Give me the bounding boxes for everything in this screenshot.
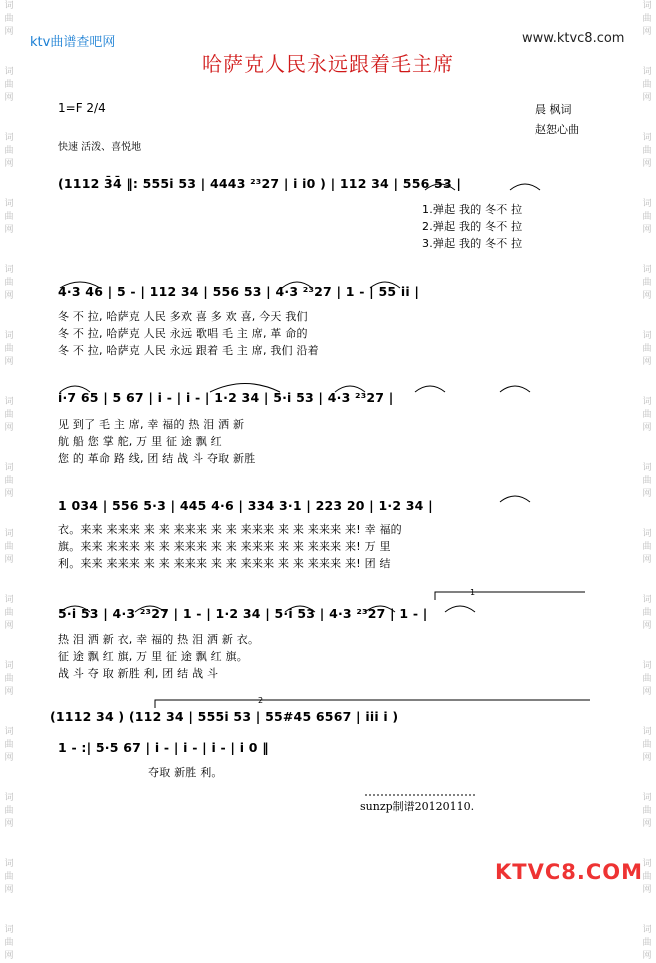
watermark-glyph: 词 [642,727,652,737]
watermark-glyph: 网 [4,819,14,829]
lyric-line-3-2: 航 船 您 掌 舵, 万 里 征 途 飘 红 [58,435,222,448]
watermark-glyph: 网 [642,951,652,961]
song-title: 哈萨克人民永远跟着毛主席 [202,52,454,76]
watermark-glyph: 曲 [642,542,652,552]
watermark-glyph: 网 [642,291,652,301]
watermark-glyph: 词 [642,1,652,11]
watermark-glyph: 词 [642,265,652,275]
watermark-glyph: 词 [642,859,652,869]
watermark-glyph: 词 [4,67,14,77]
watermark-glyph: 曲 [4,608,14,618]
watermark-glyph: 词 [642,925,652,935]
watermark-glyph: 词 [4,463,14,473]
watermark-glyph: 曲 [642,278,652,288]
watermark-glyph: 曲 [642,476,652,486]
watermark-glyph: 词 [642,793,652,803]
watermark-glyph: 曲 [4,80,14,90]
watermark-glyph: 词 [4,1,14,11]
watermark-glyph: 词 [642,397,652,407]
watermark-glyph: 曲 [642,14,652,24]
watermark-glyph: 曲 [642,344,652,354]
tempo-marking: 快速 活泼、喜悦地 [58,142,142,153]
composer: 赵恕心曲 [535,123,579,136]
key-signature: 1=F 2/4 [58,101,106,115]
watermark-glyph: 网 [4,291,14,301]
watermark-glyph: 曲 [642,212,652,222]
lyric-line-2-2: 冬 不 拉, 哈萨克 人民 永远 歌唱 毛 主 席, 革 命的 [58,327,308,340]
watermark-glyph: 词 [4,133,14,143]
watermark-glyph: 网 [4,423,14,433]
watermark-glyph: 词 [4,595,14,605]
music-line-7: 1 - :| 5·5 67 | i - | i - | i - | i 0 ‖ [58,740,269,755]
watermark-glyph: 网 [642,753,652,763]
watermark-glyph: 曲 [4,146,14,156]
slur-arc [510,184,540,190]
watermark-glyph: 曲 [4,542,14,552]
watermark-glyph: 词 [642,595,652,605]
lyric-line-5-3: 战 斗 夺 取 新胜 利, 团 结 战 斗 [58,667,219,680]
lyric-line-7-1: 夺取 新胜 利。 [148,766,223,779]
watermark-glyph: 曲 [642,938,652,948]
watermark-glyph: 网 [4,489,14,499]
lyric-line-1-3: 3.弹起 我的 冬不 拉 [422,237,523,250]
watermark-glyph: 曲 [4,278,14,288]
watermark-glyph: 词 [4,331,14,341]
watermark-glyph: 曲 [4,476,14,486]
watermark-glyph: 网 [4,27,14,37]
watermark-glyph: 词 [642,67,652,77]
watermark-glyph: 网 [4,159,14,169]
music-line-4: 1 034 | 556 5·3 | 445 4·6 | 334 3·1 | 223 20 | 1·2 34 | [58,498,433,513]
watermark-glyph: 曲 [4,344,14,354]
lyric-line-3-3: 您 的 革命 路 线, 团 结 战 斗 夺取 新胜 [58,452,256,465]
lyric-line-5-1: 热 泪 洒 新 衣, 幸 福的 热 泪 洒 新 衣。 [58,633,260,646]
watermark-glyph: 曲 [642,146,652,156]
watermark-glyph: 曲 [4,938,14,948]
watermark-glyph: 网 [642,489,652,499]
lyric-line-2-3: 冬 不 拉, 哈萨克 人民 永远 跟着 毛 主 席, 我们 沿着 [58,344,319,357]
lyric-line-3-1: 见 到了 毛 主 席, 幸 福的 热 泪 洒 新 [58,418,245,431]
watermark-glyph: 网 [4,885,14,895]
watermark-glyph: 曲 [4,410,14,420]
watermark-glyph: 词 [4,397,14,407]
watermark-glyph: 曲 [4,674,14,684]
slur-arc [500,386,530,392]
site-url-right[interactable]: www.ktvc8.com [522,31,625,46]
watermark-glyph-group [638,924,656,963]
watermark-glyph: 曲 [642,410,652,420]
slur-arc [415,386,445,392]
watermark-glyph: 曲 [4,14,14,24]
watermark-glyph: 词 [4,727,14,737]
watermark-glyph: 网 [4,357,14,367]
transcriber-credit: sunzp制谱20120110. [360,800,475,813]
music-line-6: (1112 34 ) (112 34 | 555i 53 | 55#45 6567 | iii i ) [50,709,399,724]
lyric-line-4-3: 利。来来 来来来 来 来 来来来 来 来 来来来 来 来 来来来 来! 团 结 [58,557,391,570]
music-line-1: (1112 3̄4̄ ‖: 555i 53 | 4443 ²³27 | i i0 ) | 112 34 | 556 53 | [58,176,462,191]
watermark-glyph: 网 [4,687,14,697]
watermark-glyph: 网 [4,555,14,565]
watermark-glyph: 词 [642,463,652,473]
watermark-glyph: 网 [642,555,652,565]
volta-bracket-1 [435,592,585,600]
lyric-line-4-1: 衣。来来 来来来 来 来 来来来 来 来 来来来 来 来 来来来 来! 幸 福的 [58,523,402,536]
music-line-5: 5·i 53 | 4·3 ²³27 | 1 - | 1·2 34 | 5·i 53 | 4·3 ²³27 | 1 - | [58,606,428,621]
watermark-glyph: 网 [4,951,14,961]
watermark-glyph: 词 [642,331,652,341]
watermark-glyph: 网 [4,621,14,631]
watermark-glyph: 网 [4,753,14,763]
watermark-glyph: 词 [642,661,652,671]
lyric-line-1-1: 1.弹起 我的 冬不 拉 [422,203,523,216]
lyric-line-2-1: 冬 不 拉, 哈萨克 人民 多欢 喜 多 欢 喜, 今天 我们 [58,310,308,323]
lyric-line-1-2: 2.弹起 我的 冬不 拉 [422,220,523,233]
watermark-glyph: 网 [642,423,652,433]
watermark-glyph: 网 [4,93,14,103]
volta-number-2: 2 [258,696,264,705]
music-line-3: i·7 65 | 5 67 | i - | i - | 1·2 34 | 5·i 53 | 4·3 ²³27 | [58,390,394,405]
lyric-line-5-2: 征 途 飘 红 旗, 万 里 征 途 飘 红 旗。 [58,650,248,663]
watermark-glyph: 网 [642,225,652,235]
watermark-glyph: 曲 [642,740,652,750]
watermark-glyph: 词 [4,793,14,803]
watermark-glyph: 曲 [4,872,14,882]
watermark-glyph: 网 [642,93,652,103]
watermark-glyph: 曲 [4,806,14,816]
watermark-glyph: 词 [4,265,14,275]
watermark-glyph: 网 [642,159,652,169]
watermark-glyph: 网 [642,621,652,631]
watermark-glyph: 曲 [4,212,14,222]
watermark-glyph-group [0,924,18,963]
volta-bracket-2 [155,700,590,708]
watermark-glyph: 网 [642,357,652,367]
watermark-glyph: 网 [642,819,652,829]
watermark-glyph: 词 [642,199,652,209]
watermark-glyph: 曲 [642,674,652,684]
volta-number-1: 1 [470,588,476,597]
watermark-glyph: 词 [642,529,652,539]
watermark-glyph: 词 [4,529,14,539]
lyric-line-4-2: 旗。来来 来来来 来 来 来来来 来 来 来来来 来 来 来来来 来! 万 里 [58,540,391,553]
watermark-glyph: 曲 [642,80,652,90]
watermark-glyph: 曲 [642,608,652,618]
watermark-glyph: 词 [4,199,14,209]
slur-arc [500,496,530,502]
watermark-glyph: 词 [642,133,652,143]
music-line-2: 4·3 46 | 5 - | 112 34 | 556 53 | 4·3 ²³27 | 1 - | 55 ii | [58,284,420,299]
watermark-glyph: 网 [4,225,14,235]
watermark-glyph: 词 [4,661,14,671]
watermark-glyph: 网 [642,687,652,697]
watermark-glyph: 词 [4,925,14,935]
watermark-glyph: 曲 [642,872,652,882]
site-name-left[interactable]: ktv曲谱查吧网 [30,35,116,50]
watermark-glyph: 词 [4,859,14,869]
watermark-glyph: 网 [642,27,652,37]
watermark-glyph: 网 [642,885,652,895]
lyricist: 晨 枫词 [535,103,572,116]
slur-arc [445,606,475,612]
watermark-glyph: 曲 [642,806,652,816]
site-logo[interactable]: KTVC8.COM [495,860,644,884]
watermark-glyph: 曲 [4,740,14,750]
